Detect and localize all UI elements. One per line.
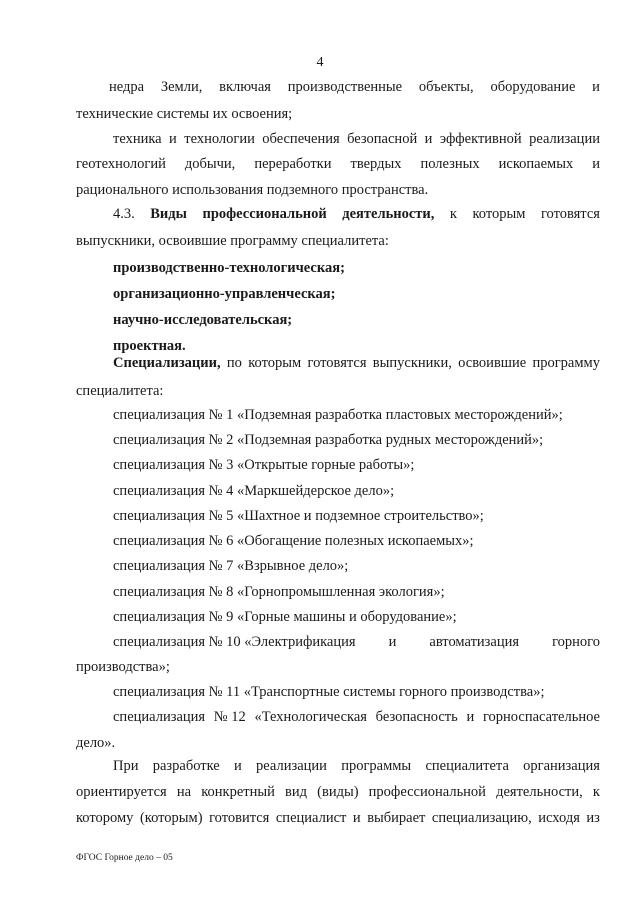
word: и — [352, 810, 361, 826]
word: специализация № 10 «Электрификация — [113, 634, 356, 650]
word: Земли, — [160, 79, 203, 95]
word: реализации — [529, 131, 600, 147]
word: производственные — [287, 79, 403, 95]
word: которым — [472, 206, 526, 222]
word: эффективной — [439, 131, 522, 147]
word: переработки — [254, 156, 332, 172]
text-line: выпускники, освоившие программу специалитета: — [76, 233, 389, 249]
text-line: производственно-технологическая; — [113, 260, 345, 276]
text-line — [113, 633, 600, 651]
word: Виды — [150, 206, 187, 222]
word: профессиональной — [368, 784, 486, 800]
text-line: проектная. — [113, 338, 186, 354]
text-line: специализация № 3 «Открытые горные работы»; — [113, 457, 415, 473]
word: деятельности, — [496, 784, 583, 800]
word: специалитета — [425, 758, 509, 774]
text-line: специализация № 1 «Подземная разработка пластовых месторождений»; — [113, 407, 563, 423]
word: обеспечения — [262, 131, 340, 147]
word: (которым) — [139, 810, 203, 826]
word: вид — [285, 784, 307, 800]
word: и — [592, 79, 600, 95]
text-line: специализация № 11 «Транспортные системы горного производства»; — [113, 684, 545, 700]
text-line: специалитета: — [76, 383, 164, 399]
text-line: специализация № 6 «Обогащение полезных ископаемых»; — [113, 533, 474, 549]
word: специалист — [275, 810, 347, 826]
word: которым — [248, 355, 302, 371]
word: (виды) — [317, 784, 359, 800]
word: горноспасательное — [482, 709, 600, 725]
word: и — [424, 131, 433, 147]
word: и — [234, 758, 242, 774]
text-line: организационно-управленческая; — [113, 286, 336, 302]
text-line — [76, 809, 600, 827]
word: готовятся — [307, 355, 367, 371]
page-number: 4 — [316, 55, 324, 70]
word: разработке — [152, 758, 220, 774]
text-line: дело». — [76, 735, 116, 751]
word: автоматизация — [429, 634, 520, 650]
word: и — [388, 634, 397, 650]
text-line: специализация № 4 «Маркшейдерское дело»; — [113, 483, 395, 499]
word: твердых — [350, 156, 402, 172]
text-line: специализация № 9 «Горные машины и оборудование»; — [113, 609, 457, 625]
text-line — [113, 205, 600, 223]
word: реализации — [256, 758, 327, 774]
word: технологии — [184, 131, 255, 147]
word: к — [592, 784, 600, 800]
text-line: научно-исследовательская; — [113, 312, 293, 328]
word: организация — [523, 758, 600, 774]
word: и — [466, 709, 475, 725]
word: конкретный — [201, 784, 275, 800]
word: оборудование — [490, 79, 576, 95]
text-line: специализация № 7 «Взрывное дело»; — [113, 558, 349, 574]
word: готовится — [209, 810, 270, 826]
word: готовятся — [540, 206, 600, 222]
word: безопасность — [375, 709, 458, 725]
text-line: рационального использования подземного пространства. — [76, 182, 429, 198]
text-line: производства»; — [76, 659, 170, 675]
word: и — [169, 131, 177, 147]
word: недра — [109, 79, 145, 95]
word: к — [449, 206, 457, 222]
text-line — [113, 130, 600, 148]
word: 4.3. — [113, 206, 135, 222]
text-line: специализация № 8 «Горнопромышленная экология»; — [113, 584, 445, 600]
page-footer: ФГОС Горное дело – 05 — [76, 853, 173, 863]
text-line: специализация № 5 «Шахтное и подземное строительство»; — [113, 508, 484, 524]
text-line — [76, 783, 600, 801]
word: № 12 — [213, 709, 246, 725]
word: геотехнологий — [76, 156, 166, 172]
word: на — [176, 784, 192, 800]
word: освоившие — [458, 355, 527, 371]
text-line — [113, 708, 600, 726]
word: ориентируется — [76, 784, 167, 800]
word: выпускники, — [372, 355, 452, 371]
word: из — [586, 810, 600, 826]
text-line: технические системы их освоения; — [76, 106, 293, 122]
text-line — [113, 354, 600, 372]
word: которому — [76, 810, 134, 826]
text-line — [109, 78, 600, 96]
word: программы — [341, 758, 412, 774]
word: профессиональной — [202, 206, 327, 222]
text-line: специализация № 2 «Подземная разработка рудных месторождений»; — [113, 432, 544, 448]
word: программу — [532, 355, 600, 371]
word: добычи, — [184, 156, 236, 172]
word: ископаемых — [498, 156, 574, 172]
word: специализацию, — [431, 810, 532, 826]
word: и — [592, 156, 600, 172]
word: деятельности, — [342, 206, 435, 222]
word: горного — [552, 634, 600, 650]
word: «Технологическая — [254, 709, 367, 725]
word: исходя — [538, 810, 580, 826]
text-line — [113, 757, 600, 775]
word: по — [226, 355, 242, 371]
text-line — [76, 155, 600, 173]
word: специализация — [113, 709, 206, 725]
word: объекты, — [418, 79, 474, 95]
word: Специализации, — [113, 355, 221, 371]
word: техника — [113, 131, 162, 147]
word: включая — [219, 79, 271, 95]
word: полезных — [420, 156, 480, 172]
word: безопасной — [347, 131, 418, 147]
word: выбирает — [367, 810, 426, 826]
word: При — [113, 758, 139, 774]
